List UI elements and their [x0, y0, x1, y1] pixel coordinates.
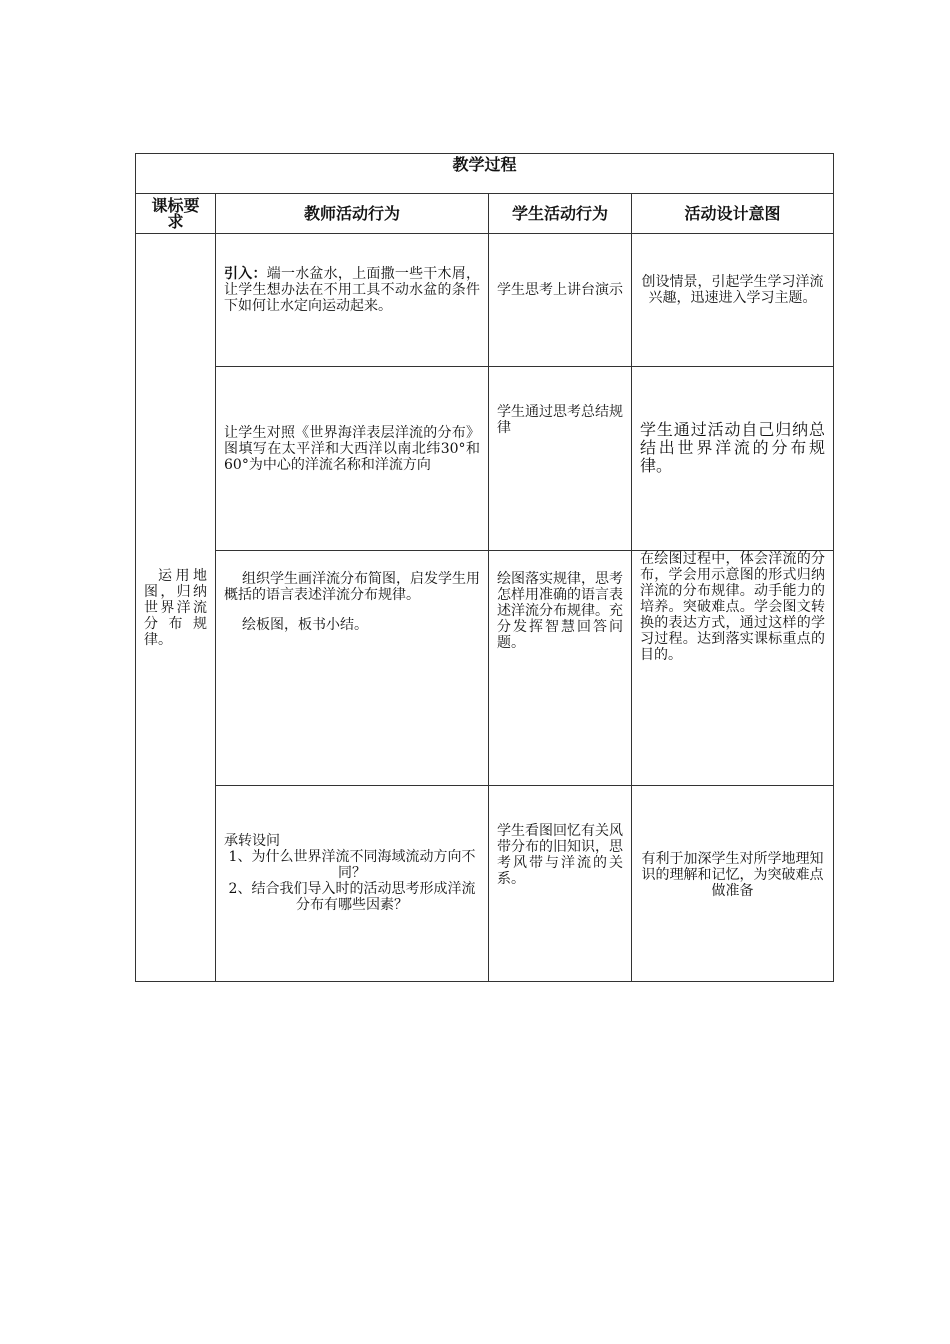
intent-cell: 有利于加深学生对所学地理知识的理解和记忆，为突破难点做准备 [632, 786, 834, 982]
teaching-process-table-wrapper [135, 153, 833, 982]
student-cell: 学生看图回忆有关风带分布的旧知识，思考风带与洋流的关系。 [489, 786, 632, 982]
intro-label: 引入： [224, 266, 267, 282]
teacher-text: 端一水盆水，上面撒一些干木屑，让学生想办法在不用工具不动水盆的条件下如何让水定向运动起来。 [224, 266, 481, 314]
teacher-cell: 让学生对照《世界海洋表层洋流的分布》图填写在太平洋和大西洋以南北纬30°和60°为中心的洋流名称和洋流方向 [216, 367, 489, 551]
student-cell: 绘图落实规律，思考怎样用准确的语言表述洋流分布规律。充分发挥智慧回答问题。 [489, 551, 632, 786]
table-title: 教学过程 [136, 154, 834, 194]
table-row [136, 786, 834, 982]
teacher-cell: 承转设问 1、为什么世界洋流不同海域流动方向不同？ 2、结合我们导入时的活动思考形成洋流分布有哪些因素？ [216, 786, 489, 982]
teacher-cell: 组织学生画洋流分布简图，启发学生用概括的语言表述洋流分布规律。 绘板图，板书小结。 [216, 551, 489, 786]
intent-cell: 学生通过活动自己归纳总结出世界洋流的分布规律。 [632, 367, 834, 551]
table-row [136, 551, 834, 786]
student-cell: 学生通过思考总结规律 [489, 367, 632, 551]
intent-cell: 在绘图过程中，体会洋流的分布，学会用示意图的形式归纳洋流的分布规律。动手能力的培养。突破难点。学会图文转换的表达方式，通过这样的学习过程。达到落实课标重点的目的。 [632, 551, 834, 786]
intent-cell: 创设情景，引起学生学习洋流兴趣，迅速进入学习主题。 [632, 234, 834, 367]
table-row [136, 367, 834, 551]
requirement-cell: 运用地图，归纳世界洋流分布规律。 [136, 234, 216, 982]
teaching-process-table [135, 153, 834, 982]
header-student-activity: 学生活动行为 [489, 194, 632, 234]
header-requirement: 课标要求 [136, 194, 216, 234]
student-cell: 学生思考上讲台演示 [489, 234, 632, 367]
table-row [136, 234, 834, 367]
teacher-cell [216, 234, 489, 367]
header-teacher-activity: 教师活动行为 [216, 194, 489, 234]
header-design-intent: 活动设计意图 [632, 194, 834, 234]
